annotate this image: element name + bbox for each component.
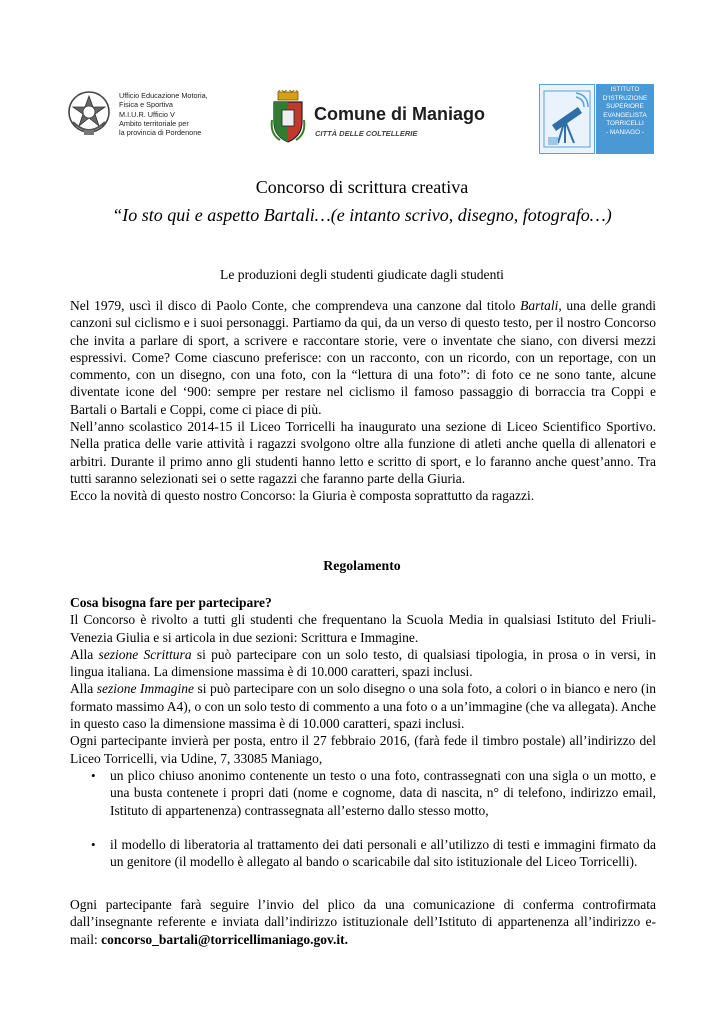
text-run: Nel 1979, uscì il disco di Paolo Conte, che comprendeva una canzone dal titolo [70, 298, 521, 313]
rule-paragraph-1: Il Concorso è rivolto a tutti gli studenti che frequentano la Scuola Media in qualsiasi Istituto del Friuli-Venezia Giulia e si articola in due sezioni: Scrittura e Immagine. [70, 612, 656, 645]
miur-line: la provincia di Pordenone [119, 128, 202, 138]
isis-line: SUPERIORE [606, 103, 644, 111]
miur-logo [67, 88, 227, 148]
closing-section [70, 896, 656, 948]
text-run: Alla [70, 681, 97, 697]
miur-line: M.I.U.R. Ufficio V [119, 109, 175, 119]
section-name: sezione Scrittura [98, 646, 192, 662]
miur-line: Ambito territoriale per [119, 118, 189, 128]
intro-paragraph-3: Ecco la novità di questo nostro Concorso: la Giuria è composta soprattutto da ragazzi. [70, 488, 535, 504]
tagline: Le produzioni degli studenti giudicate dagli studenti [220, 267, 504, 282]
contest-email: concorso_bartali@torricellimaniago.gov.it. [101, 931, 349, 947]
intro-paragraph-2: Nell’anno scolastico 2014-15 il Liceo Torricelli ha inaugurato una sezione di Liceo Scientifico Sportivo. Nella pratica delle varie attività i ragazzi svolgono oltre alla funzione di atleti anche quella di allenatori e arbitri. Durante il primo anno gli studenti hanno letto e scritto di sport, e lo faranno anche quest’anno. Tra tutti saranno selezionati sei o sette ragazzi che faranno parte della Giuria. [70, 419, 656, 486]
rule-paragraph-4: Ogni partecipante invierà per posta, entro il 27 febbraio 2016, (farà fede il timbro postale) all’indirizzo del Liceo Torricelli, via Udine, 7, 33085 Maniago, [70, 733, 656, 766]
regolamento-section [70, 594, 656, 870]
document-subtitle: “Io sto qui e aspetto Bartali…(e intanto scrivo, disegno, fotografo…) [112, 205, 612, 225]
isis-line: ISTITUTO [610, 86, 640, 93]
letterhead [0, 80, 724, 160]
isis-line: - MANIAGO - [606, 128, 644, 136]
comune-name: Comune di Maniago [314, 104, 485, 124]
bullet-text: un plico chiuso anonimo contenente un testo o una foto, contrassegnati con una sigla o un motto, e una busta contenete i propri dati (nome e cognome, data di nascita, n° di telefono, indirizzo email, Istituto di appartenenza) contrassegnata all’esterno dallo stesso motto, [110, 767, 656, 818]
text-run: si può partecipare con un solo disegno o una sola foto, a colori o in bianco e nero (in formato massimo A4), o con un solo testo di commento a una foto o a un’immagine (che va allegata). Anche in questo caso la dimensione massima è di 10.000 caratteri, spazi inclusi. [70, 681, 656, 732]
text-run: si può partecipare con un solo testo, di qualsiasi tipologia, in prosa o in versi, in lingua italiana. La dimensione massima è di 10.000 caratteri, spazi inclusi. [70, 646, 656, 680]
maniago-crest-icon [270, 90, 306, 146]
closing-paragraph [70, 896, 656, 948]
isis-line: D'ISTRUZIONE [602, 94, 648, 102]
bullet-icon: • [91, 767, 96, 783]
text-run: , una delle grandi canzoni sul ciclismo e i suoi personaggi. Partiamo da qui, da un verso di questo testo, per il nostro Concorso che invita a parlare di sport, a scrivere e raccontare storie, vere o inventate che siano, con diversi mezzi espressivi. Come? Come ciascuno preferisce: con un racconto, con un ricordo, con un reportage, con un commento, con un disegno, con una foto, con la “lettura di una foto”: di foto ce ne sono tante, alcune diventate icone del ‘900: sempre per restare nel ciclismo il famoso passaggio di borraccia tra Coppi e Bartali o Bartali e Coppi, come ci piace di più. [70, 298, 656, 417]
participation-question: Cosa bisogna fare per partecipare? [70, 595, 272, 610]
bullet-icon: • [91, 836, 96, 852]
intro-section [70, 297, 656, 505]
miur-logo-text [119, 91, 239, 137]
isis-line: EVANGELISTA [603, 111, 647, 119]
telescope-icon [539, 84, 595, 154]
comune-logo [270, 90, 500, 150]
rule-paragraph-3 [70, 680, 656, 732]
isis-logo-text [596, 84, 654, 154]
list-item [70, 836, 656, 871]
miur-line: Fisica e Sportiva [119, 100, 173, 110]
text-run: Ogni partecipante farà seguire l’invio del plico da una comunicazione di conferma controfirmata dall’insegnante referente e inviata dall’indirizzo istituzionale dell’Istituto di appartenenza all’indirizzo e-mail: [70, 897, 656, 947]
text-run: Alla [70, 646, 99, 662]
isis-line: TORRICELLI [606, 120, 644, 128]
document-title: Concorso di scrittura creativa [255, 177, 469, 197]
section-name: sezione Immagine [96, 681, 194, 697]
isis-logo [539, 84, 654, 154]
regolamento-heading: Regolamento [323, 558, 401, 573]
song-title: Bartali [520, 298, 559, 313]
intro-paragraph-1 [70, 297, 656, 418]
list-item [70, 767, 656, 819]
bullet-text: il modello di liberatoria al trattamento dei dati personali e all’utilizzo di testi e immagini firmato da un genitore (il modello è allegato al bando o scaricabile dal sito istituzionale del Liceo Torricelli). [110, 836, 656, 870]
miur-line: Ufficio Educazione Motoria, [119, 91, 208, 100]
comune-subtitle: CITTÀ DELLE COLTELLERIE [315, 129, 418, 138]
bullet-list [70, 767, 656, 870]
rule-paragraph-2 [70, 646, 656, 681]
italian-emblem-icon [67, 88, 111, 138]
list-spacer [70, 819, 656, 836]
